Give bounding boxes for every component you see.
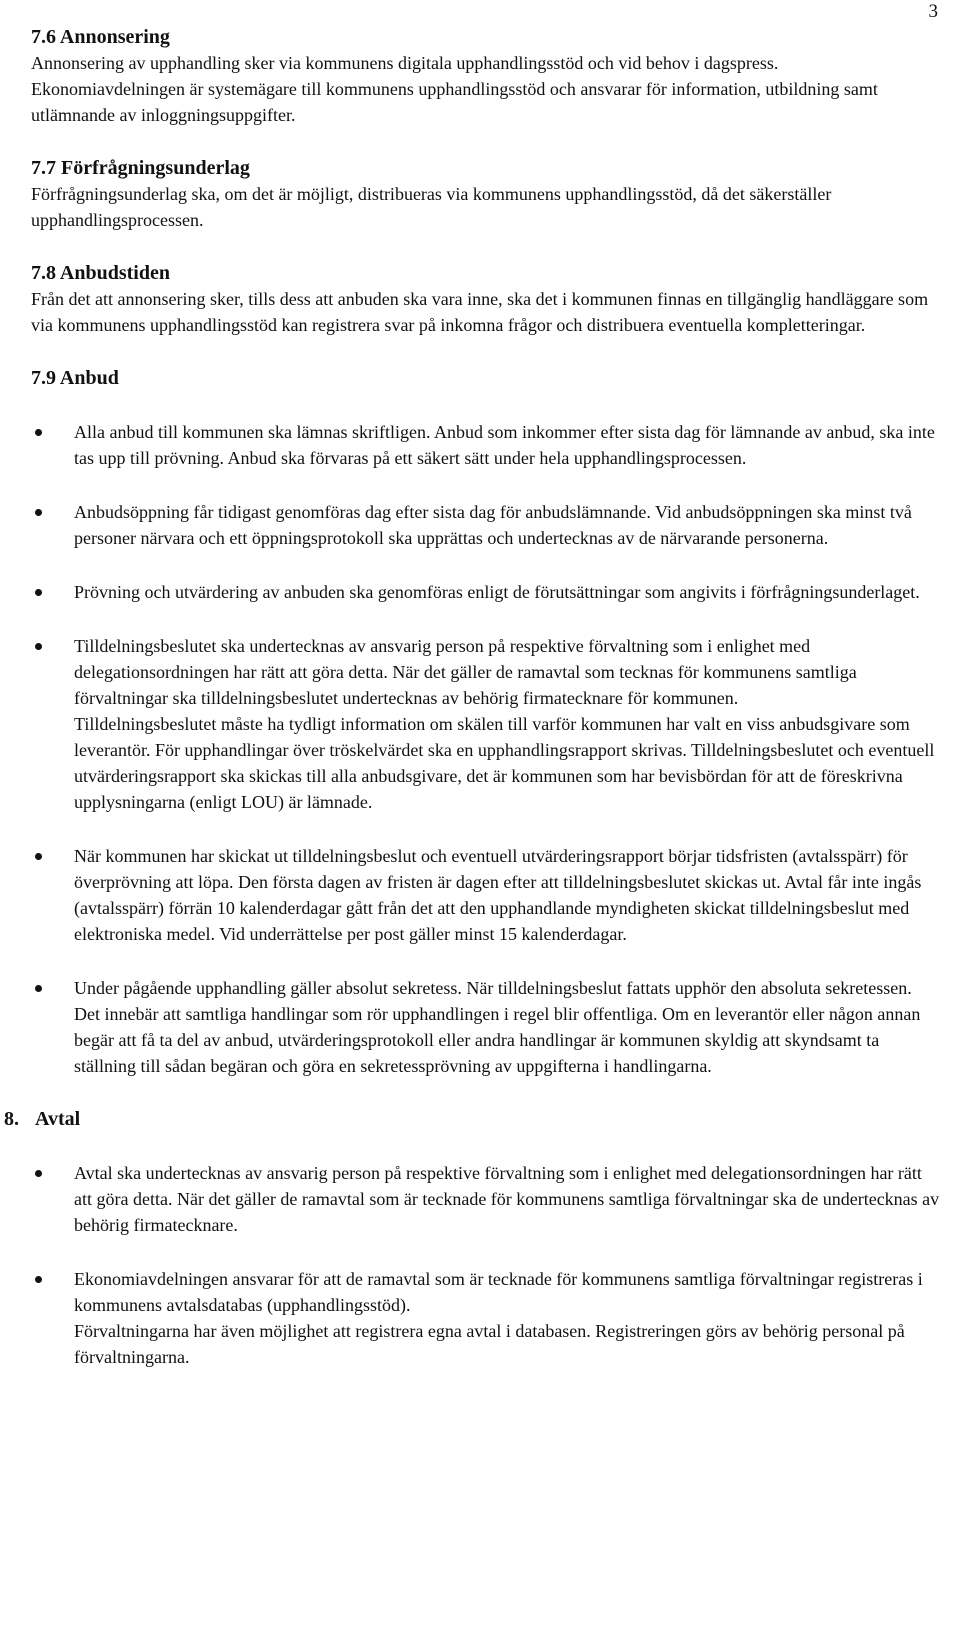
- list-item-text: Prövning och utvärdering av anbuden ska genomföras enligt de förutsättningar som angivits i förfrågningsunderlaget.: [74, 582, 920, 602]
- list-item: [31, 975, 941, 1079]
- bullet-list-8: [31, 1266, 941, 1370]
- list-item-text: Tilldelningsbeslutet ska undertecknas av ansvarig person på respektive förvaltning som i enlighet med delegationsordningen har rätt att göra detta. När det gäller de ramavtal som tecknas för kommunens samtliga förvaltningar ska tilldelningsbeslutet undertecknas av behörig firmatecknare för kommunen.: [74, 636, 857, 708]
- bullet-list-7-9: [31, 843, 941, 947]
- spacer: [31, 1238, 941, 1266]
- list-item-text-continuation: Tilldelningsbeslutet måste ha tydligt information om skälen till varför kommunen har valt en viss anbudsgivare som leverantör. För upphandlingar över tröskelvärdet ska en upphandlingsrapport skrivas. Tilldelningsbeslutet och eventuell utvärderingsrapport ska skickas till alla anbudsgivare, det är kommunen som har bevisbördan för att de föreskrivna upplysningarna (enligt LOU) är lämnade.: [74, 714, 935, 812]
- spacer: [31, 391, 941, 419]
- bullet-list-7-9: [31, 579, 941, 605]
- bullet-list-7-9: [31, 419, 941, 471]
- paragraph-7-6-b: Ekonomiavdelningen är systemägare till kommunens upphandlingsstöd och ansvarar för information, utbildning samt utlämnande av inloggningsuppgifter.: [31, 79, 878, 125]
- list-item: [31, 843, 941, 947]
- bullet-list-7-9: [31, 499, 941, 551]
- section-number: 8.: [4, 1108, 19, 1130]
- list-item-text-continuation: Förvaltningarna har även möjlighet att registrera egna avtal i databasen. Registreringen görs av behörig personal på förvaltningarna.: [74, 1321, 905, 1367]
- paragraph-7-6-a: Annonsering av upphandling sker via kommunens digitala upphandlingsstöd och vid behov i dagspress.: [31, 53, 779, 73]
- bullet-icon: [35, 589, 42, 596]
- paragraph-7-8: Från det att annonsering sker, tills dess att anbuden ska vara inne, ska det i kommunen finnas en tillgänglig handläggare som via kommunens upphandlingsstöd kan registrera svar på inkomna frågor och distribuera eventuella kompletteringar.: [31, 289, 929, 335]
- bullet-icon: [35, 985, 42, 992]
- list-item: [31, 1160, 941, 1238]
- heading-8: [4, 1106, 914, 1132]
- heading-7-6: 7.6 Annonsering: [31, 26, 170, 48]
- bullet-list-8: [31, 1160, 941, 1238]
- list-item: [31, 419, 941, 471]
- bullet-icon: [35, 429, 42, 436]
- paragraph-7-7: Förfrågningsunderlag ska, om det är möjligt, distribueras via kommunens upphandlingsstöd, då det säkerställer upphandlingsprocessen.: [31, 184, 832, 230]
- list-item: [31, 1266, 941, 1370]
- spacer: [31, 128, 941, 155]
- heading-7-7: 7.7 Förfrågningsunderlag: [31, 157, 250, 179]
- list-item-text: Anbudsöppning får tidigast genomföras dag efter sista dag för anbudslämnande. Vid anbudsöppningen ska minst två personer närvara och ett öppningsprotokoll ska upprättas och undertecknas av de närvarande personerna.: [74, 502, 912, 548]
- list-item: [31, 579, 941, 605]
- bullet-icon: [35, 509, 42, 516]
- list-item-text: Alla anbud till kommunen ska lämnas skriftligen. Anbud som inkommer efter sista dag för lämnande av anbud, ska inte tas upp till prövning. Anbud ska förvaras på ett säkert sätt under hela upphandlingsprocessen.: [74, 422, 935, 468]
- list-item-text: Ekonomiavdelningen ansvarar för att de ramavtal som är tecknade för kommunens samtliga förvaltningar registreras i kommunens avtalsdatabas (upphandlingsstöd).: [74, 1269, 923, 1315]
- document-body: [4, 24, 941, 1370]
- section-title: Avtal: [35, 1108, 81, 1130]
- bullet-icon: [35, 853, 42, 860]
- list-item: [31, 499, 941, 551]
- list-item-text: Avtal ska undertecknas av ansvarig person på respektive förvaltning som i enlighet med delegationsordningen har rätt att göra detta. När det gäller de ramavtal som är tecknade för kommunens samtliga förvaltningar ska de undertecknas av behörig firmatecknare.: [74, 1163, 940, 1235]
- spacer: [31, 815, 941, 843]
- heading-7-9: 7.9 Anbud: [31, 367, 119, 389]
- spacer: [31, 947, 941, 975]
- spacer: [31, 471, 941, 499]
- list-item-text: När kommunen har skickat ut tilldelningsbeslut och eventuell utvärderingsrapport börjar tidsfristen (avtalsspärr) för överprövning att löpa. Den första dagen av fristen är dagen efter att tilldelningsbeslutet skickas ut. Avtal får inte ingås (avtalsspärr) förrän 10 kalenderdagar gått från det att den upphandlande myndigheten skickat tilldelningsbeslut med elektroniska medel. Vid underrättelse per post gäller minst 15 kalenderdagar.: [74, 846, 922, 944]
- list-item-text: Under pågående upphandling gäller absolut sekretess. När tilldelningsbeslut fattats upphör den absoluta sekretessen. Det innebär att samtliga handlingar som rör upphandlingen i regel blir offentliga. Om en leverantör eller någon annan begär att få ta del av anbud, utvärderingsprotokoll eller andra handlingar är kommunen skyldig att skyndsamt ta ställning till sådan begäran och göra en sekretessprövning av uppgifterna i handlingarna.: [74, 978, 921, 1076]
- list-item: [31, 633, 941, 815]
- heading-7-8: 7.8 Anbudstiden: [31, 262, 170, 284]
- bullet-icon: [35, 643, 42, 650]
- spacer: [31, 233, 941, 260]
- spacer: [31, 1079, 941, 1106]
- spacer: [31, 338, 941, 365]
- bullet-icon: [35, 1170, 42, 1177]
- spacer: [31, 605, 941, 633]
- spacer: [31, 1132, 941, 1160]
- spacer: [31, 551, 941, 579]
- bullet-list-7-9: [31, 633, 941, 815]
- page-number: 3: [928, 1, 938, 22]
- bullet-icon: [35, 1276, 42, 1283]
- bullet-list-7-9: [31, 975, 941, 1079]
